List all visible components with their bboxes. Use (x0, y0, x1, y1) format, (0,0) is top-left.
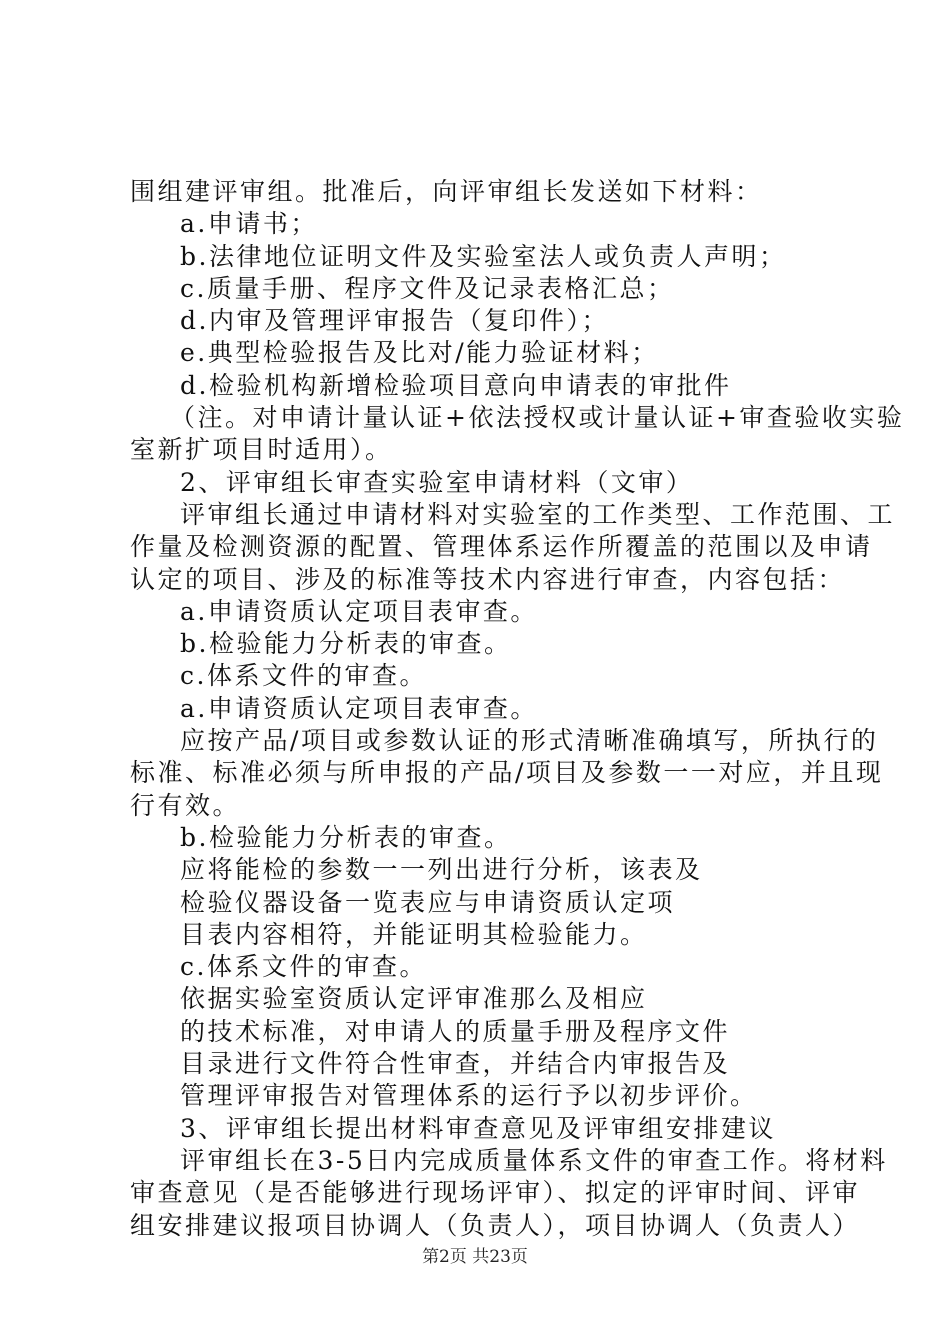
page-footer: 第2页 共23页 (422, 1247, 528, 1267)
text-line: d.内审及管理评审报告（复印件）； (180, 306, 609, 336)
text-line: a.申请书； (180, 209, 318, 239)
document-body (130, 176, 905, 1242)
text-line: 作量及检测资源的配置、管理体系运作所覆盖的范围以及申请 (130, 532, 873, 562)
text-line: a.申请资质认定项目表审查。 (180, 693, 538, 723)
text-line: 行有效。 (130, 790, 241, 820)
text-line: c.质量手册、程序文件及记录表格汇总； (180, 273, 675, 303)
text-line: 检验仪器设备一览表应与申请资质认定项 (180, 887, 676, 917)
text-line: 目录进行文件符合性审查，并结合内审报告及 (180, 1049, 731, 1079)
text-line: 认定的项目、涉及的标准等技术内容进行审查，内容包括： (130, 564, 846, 594)
text-line: 围组建评审组。批准后，向评审组长发送如下材料： (130, 177, 763, 206)
text-line: b.检验能力分析表的审查。 (180, 822, 512, 852)
text-line: 3、评审组长提出材料审查意见及评审组安排建议 (180, 1113, 776, 1143)
text-line: 组安排建议报项目协调人（负责人），项目协调人（负责人） (130, 1210, 861, 1240)
text-line: 应按产品/项目或参数认证的形式清晰准确填写，所执行的 (180, 726, 879, 756)
text-line: d.检验机构新增检验项目意向申请表的审批件 (180, 370, 732, 400)
text-line: c.体系文件的审查。 (180, 661, 427, 691)
text-line: 应将能检的参数一一列出进行分析，该表及 (180, 855, 703, 885)
text-line: 目表内容相符，并能证明其检验能力。 (180, 919, 648, 949)
text-line: 的技术标准，对申请人的质量手册及程序文件 (180, 1016, 731, 1046)
text-line: 评审组长通过申请材料对实验室的工作类型、工作范围、工 (180, 499, 896, 529)
text-line: 2、评审组长审查实验室申请材料（文审） (180, 467, 694, 497)
text-line: （注。对申请计量认证+依法授权或计量认证+审查验收实验 (170, 403, 905, 433)
text-line: a.申请资质认定项目表审查。 (180, 596, 538, 626)
text-line: 审查意见（是否能够进行现场评审）、拟定的评审时间、评审 (130, 1178, 861, 1208)
text-line: e.典型检验报告及比对/能力验证材料； (180, 338, 659, 368)
text-line: b.法律地位证明文件及实验室法人或负责人声明； (180, 241, 787, 271)
text-line: 依据实验室资质认定评审准那么及相应 (180, 984, 648, 1014)
text-line: b.检验能力分析表的审查。 (180, 629, 512, 659)
text-line: c.体系文件的审查。 (180, 952, 427, 982)
text-line: 评审组长在3-5日内完成质量体系文件的审查工作。将材料 (180, 1145, 888, 1175)
text-line: 标准、标准必须与所申报的产品/项目及参数一一对应，并且现 (130, 758, 884, 788)
text-line: 室新扩项目时适用）。 (130, 435, 393, 465)
text-line: 管理评审报告对管理体系的运行予以初步评价。 (180, 1081, 758, 1111)
